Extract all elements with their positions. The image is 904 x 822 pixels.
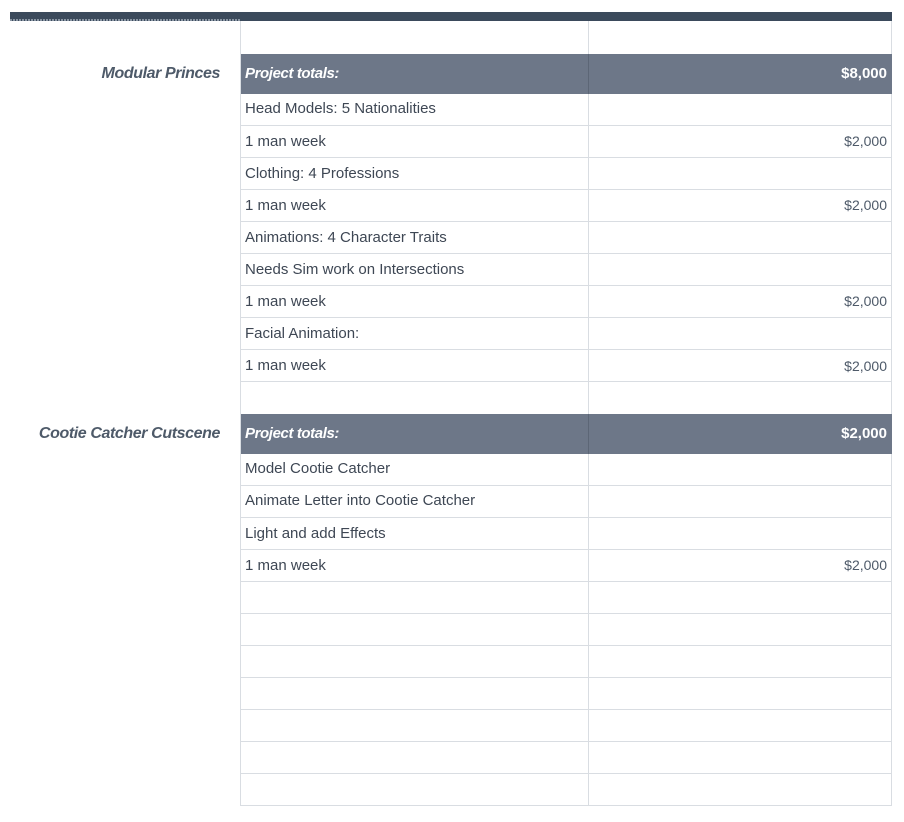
line-item-label[interactable]: Clothing: 4 Professions (245, 165, 400, 182)
grid-row-line (241, 613, 892, 614)
line-item-label[interactable]: Facial Animation: (245, 325, 360, 342)
line-item-label[interactable]: Needs Sim work on Intersections (245, 261, 465, 278)
line-item-label[interactable]: Light and add Effects (245, 525, 386, 542)
line-item-label[interactable]: Head Models: 5 Nationalities (245, 100, 436, 117)
grid-row-line (241, 517, 892, 518)
line-item-amount[interactable]: $2,000 (844, 293, 887, 309)
line-item-label[interactable]: 1 man week (245, 357, 326, 374)
project-totals-label: Project totals: (245, 65, 340, 82)
grid-row-line (241, 485, 892, 486)
grid-row-line (241, 157, 892, 158)
grid-row-line (241, 549, 892, 550)
section-title: Cootie Catcher Cutscene (38, 425, 220, 442)
project-totals-label: Project totals: (245, 425, 340, 442)
header-bar-texture (10, 19, 241, 21)
line-item-amount[interactable]: $2,000 (844, 197, 887, 213)
grid-row-line (241, 221, 892, 222)
grid-row-line (241, 677, 892, 678)
section-title: Modular Princes (101, 65, 220, 82)
grid-row-line (241, 125, 892, 126)
project-totals-row[interactable] (241, 414, 892, 454)
grid-row-line (241, 285, 892, 286)
grid-row-line (241, 349, 892, 350)
line-item-label[interactable]: 1 man week (245, 197, 326, 214)
project-totals-row[interactable] (241, 54, 892, 94)
line-item-amount[interactable]: $2,000 (844, 358, 887, 374)
grid-row-line (241, 189, 892, 190)
grid-row-line (241, 317, 892, 318)
line-item-label[interactable]: Model Cootie Catcher (245, 460, 391, 477)
grid-row-line (241, 645, 892, 646)
grid-row-line (241, 741, 892, 742)
grid-row-line (241, 805, 892, 806)
line-item-label[interactable]: Animate Letter into Cootie Catcher (245, 492, 476, 509)
line-item-label[interactable]: Animations: 4 Character Traits (245, 229, 447, 246)
project-totals-amount: $8,000 (841, 65, 887, 82)
line-item-amount[interactable]: $2,000 (844, 557, 887, 573)
line-item-label[interactable]: 1 man week (245, 557, 326, 574)
line-item-label[interactable]: 1 man week (245, 133, 326, 150)
grid-row-line (241, 253, 892, 254)
grid-row-line (241, 773, 892, 774)
grid-row-line (241, 709, 892, 710)
cell-divider (588, 54, 589, 94)
grid-row-line (241, 581, 892, 582)
cell-divider (588, 414, 589, 454)
line-item-label[interactable]: 1 man week (245, 293, 326, 310)
project-totals-amount: $2,000 (841, 425, 887, 442)
line-item-amount[interactable]: $2,000 (844, 133, 887, 149)
grid-row-line (241, 381, 892, 382)
